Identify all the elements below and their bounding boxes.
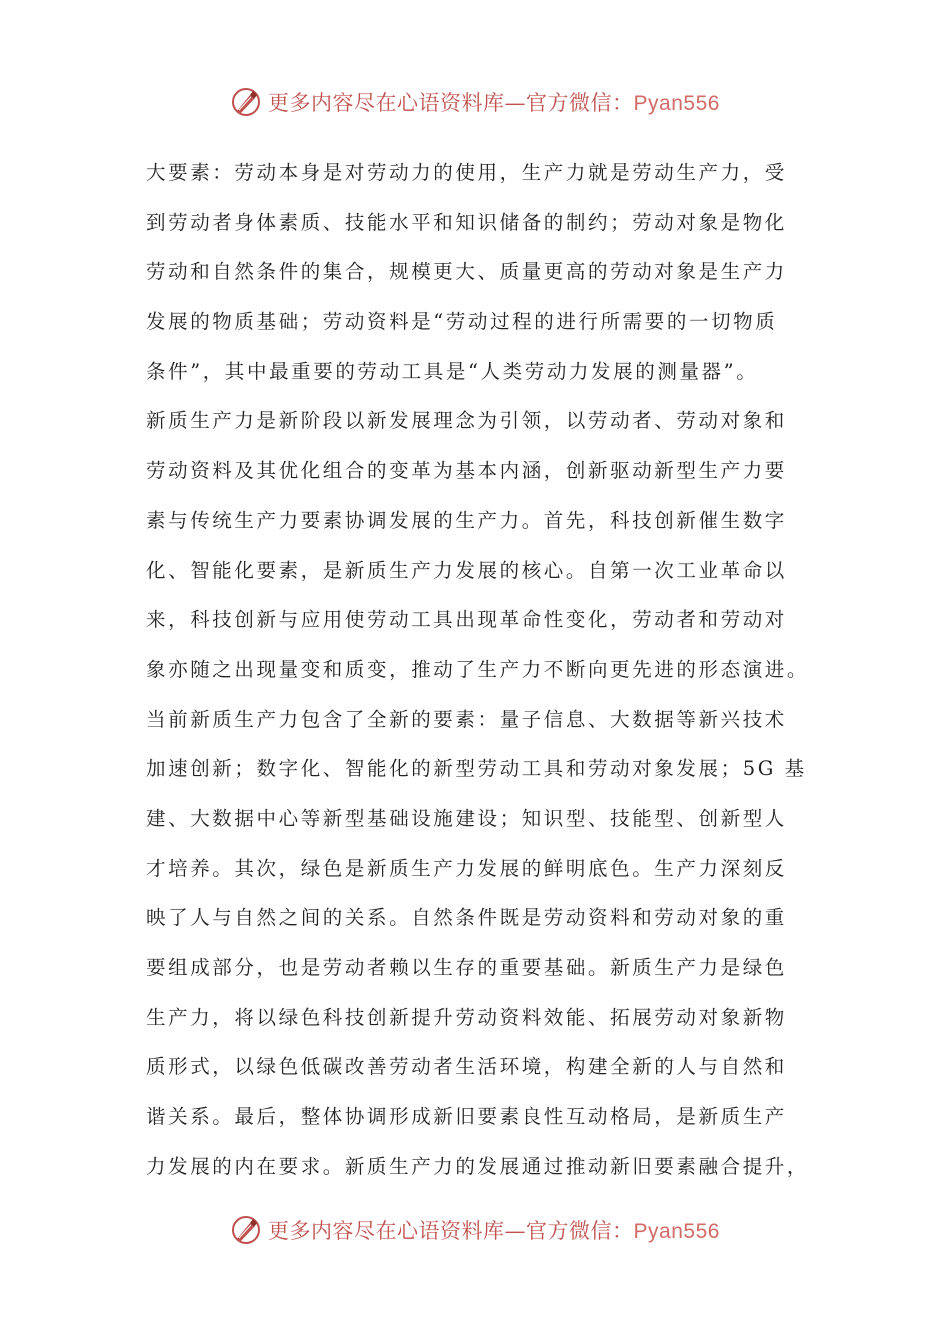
header-wechat-id: Pyan556 <box>633 92 720 115</box>
text-line: 生产力，将以绿色科技创新提升劳动资料效能、拓展劳动对象新物 <box>146 1005 787 1029</box>
text-line: 建、大数据中心等新型基础设施建设；知识型、技能型、创新型人 <box>146 806 787 830</box>
text-line: 劳动和自然条件的集合，规模更大、质量更高的劳动对象是生产力 <box>146 260 787 284</box>
text-line: 象亦随之出现量变和质变，推动了生产力不断向更先进的形态演进。 <box>146 657 810 681</box>
text-line: 映了人与自然之间的关系。自然条件既是劳动资料和劳动对象的重 <box>146 906 787 930</box>
text-line: 质形式，以绿色低碳改善劳动者生活环境，构建全新的人与自然和 <box>146 1055 787 1079</box>
pen-nib-logo-icon <box>230 1214 262 1246</box>
text-line: 新质生产力是新阶段以新发展理念为引领，以劳动者、劳动对象和 <box>146 409 787 433</box>
text-line: 要组成部分，也是劳动者赖以生存的重要基础。新质生产力是绿色 <box>146 956 787 979</box>
text-line: 劳动资料及其优化组合的变革为基本内涵，创新驱动新型生产力要 <box>146 459 787 483</box>
text-line: 发展的物质基础；劳动资料是“劳动过程的进行所需要的一切物质 <box>146 310 778 334</box>
text-line: 才培养。其次，绿色是新质生产力发展的鲜明底色。生产力深刻反 <box>146 856 787 880</box>
text-line: 加速创新；数字化、智能化的新型劳动工具和劳动对象发展；5G 基 <box>146 757 807 781</box>
footer-banner-text: 更多内容尽在心语资料库—官方微信：Pyan556 <box>268 1219 720 1243</box>
text-line: 条件”，其中最重要的劳动工具是“人类劳动力发展的测量器”。 <box>146 359 759 383</box>
text-line: 大要素：劳动本身是对劳动力的使用，生产力就是劳动生产力，受 <box>146 161 787 184</box>
footer-banner <box>0 1210 950 1250</box>
text-line: 化、智能化要素，是新质生产力发展的核心。自第一次工业革命以 <box>146 558 787 582</box>
document-body <box>146 148 826 1191</box>
pen-nib-logo-icon <box>230 86 262 118</box>
footer-wechat-id: Pyan556 <box>633 1220 720 1243</box>
header-banner <box>0 82 950 122</box>
text-line: 当前新质生产力包含了全新的要素：量子信息、大数据等新兴技术 <box>146 707 787 731</box>
header-banner-text: 更多内容尽在心语资料库—官方微信：Pyan556 <box>268 91 720 115</box>
text-line: 来，科技创新与应用使劳动工具出现革命性变化，劳动者和劳动对 <box>146 608 787 632</box>
text-line: 力发展的内在要求。新质生产力的发展通过推动新旧要素融合提升， <box>146 1154 810 1178</box>
text-line: 谐关系。最后，整体协调形成新旧要素良性互动格局，是新质生产 <box>146 1105 787 1129</box>
text-line: 到劳动者身体素质、技能水平和知识储备的制约；劳动对象是物化 <box>146 210 787 234</box>
text-line: 素与传统生产力要素协调发展的生产力。首先，科技创新催生数字 <box>146 508 787 532</box>
